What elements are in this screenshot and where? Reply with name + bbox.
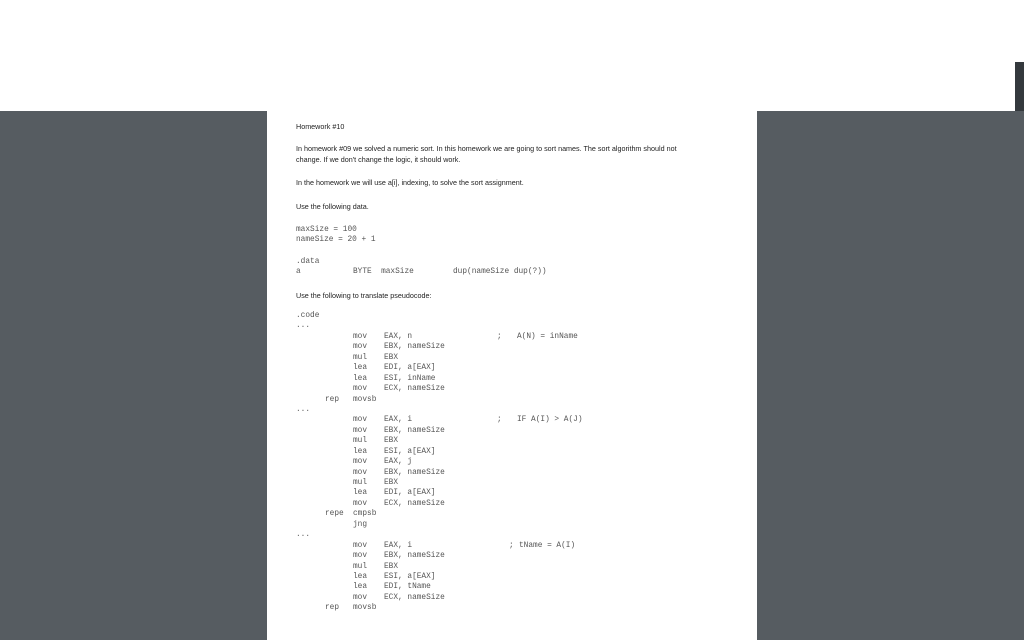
code-op: mov bbox=[353, 458, 368, 467]
code-args: ECX, nameSize bbox=[384, 499, 445, 508]
data-directive: .data bbox=[296, 258, 320, 266]
code-line bbox=[267, 582, 757, 592]
code-args: EDI, a[EAX] bbox=[384, 364, 436, 373]
code-line bbox=[267, 457, 757, 467]
code-line bbox=[267, 520, 757, 530]
indexing-paragraph: In the homework we will use a[i], indexing, to solve the sort assignment. bbox=[296, 178, 524, 187]
code-op: lea bbox=[353, 364, 368, 373]
code-op: mov bbox=[353, 385, 368, 394]
code-op: mov bbox=[353, 499, 368, 508]
code-args: EAX, n bbox=[384, 332, 413, 341]
code-args: EBX, nameSize bbox=[384, 343, 445, 352]
data-dup: dup(nameSize dup(?)) bbox=[453, 268, 547, 276]
constant-maxsize: maxSize = 100 bbox=[296, 226, 357, 234]
code-line bbox=[267, 363, 757, 373]
code-op: mul bbox=[353, 562, 368, 571]
document-title: Homework #10 bbox=[296, 122, 345, 131]
code-args: EAX, j bbox=[384, 458, 413, 467]
code-op: lea bbox=[353, 374, 368, 383]
code-cmt: A(N) = inName bbox=[517, 332, 578, 341]
data-instruction: Use the following data. bbox=[296, 202, 369, 211]
code-args: ECX, nameSize bbox=[384, 593, 445, 602]
code-args: EBX bbox=[384, 479, 399, 487]
code-args: EBX bbox=[384, 353, 399, 362]
code-args: ESI, a[EAX] bbox=[384, 572, 436, 581]
code-args: EAX, i bbox=[384, 541, 413, 550]
code-op: cmpsb bbox=[353, 510, 377, 519]
code-line bbox=[267, 436, 757, 446]
code-line bbox=[267, 499, 757, 509]
code-dots: ... bbox=[296, 531, 311, 540]
code-args: EAX, i bbox=[384, 416, 413, 425]
code-line bbox=[267, 468, 757, 478]
code-op: mul bbox=[353, 353, 368, 362]
data-label: a bbox=[296, 268, 301, 276]
code-line bbox=[267, 447, 757, 457]
code-op: lea bbox=[353, 572, 368, 581]
intro-paragraph-line1: In homework #09 we solved a numeric sort. In this homework we are going to sort names. The sort algorithm should not bbox=[296, 144, 677, 153]
code-op: mul bbox=[353, 479, 368, 487]
code-label: rep bbox=[325, 395, 340, 404]
code-dir: .code bbox=[296, 312, 320, 320]
code-op: mov bbox=[353, 552, 368, 561]
code-line bbox=[267, 572, 757, 582]
code-args: EBX bbox=[384, 437, 399, 446]
code-line bbox=[267, 353, 757, 363]
code-line bbox=[267, 603, 757, 613]
code-op: mov bbox=[353, 541, 368, 550]
code-args: ECX, nameSize bbox=[384, 385, 445, 394]
code-semi: ; bbox=[509, 541, 514, 550]
code-args: ESI, inName bbox=[384, 374, 436, 383]
code-op: lea bbox=[353, 489, 368, 498]
code-line bbox=[267, 530, 757, 540]
code-op: mul bbox=[353, 437, 368, 446]
code-line bbox=[267, 321, 757, 331]
code-dots: ... bbox=[296, 405, 311, 414]
code-args: EDI, tName bbox=[384, 583, 431, 592]
code-line bbox=[267, 332, 757, 342]
code-op: mov bbox=[353, 468, 368, 477]
code-op: movsb bbox=[353, 395, 377, 404]
code-line bbox=[267, 478, 757, 488]
constant-namesize: nameSize = 20 + 1 bbox=[296, 236, 376, 244]
code-line bbox=[267, 551, 757, 561]
code-label: repe bbox=[325, 510, 344, 519]
code-cmt: tName = A(I) bbox=[519, 541, 576, 550]
code-semi: ; bbox=[497, 416, 502, 425]
code-listing bbox=[267, 311, 757, 614]
code-line bbox=[267, 426, 757, 436]
code-args: EBX, nameSize bbox=[384, 426, 445, 435]
code-line bbox=[267, 488, 757, 498]
document-page bbox=[267, 111, 757, 640]
intro-paragraph-line2: change. If we don't change the logic, it should work. bbox=[296, 155, 461, 164]
code-args: EBX, nameSize bbox=[384, 468, 445, 477]
data-type: BYTE maxSize bbox=[353, 268, 414, 276]
code-line bbox=[267, 374, 757, 384]
code-line bbox=[267, 342, 757, 352]
code-line bbox=[267, 562, 757, 572]
code-op: mov bbox=[353, 593, 368, 602]
code-line bbox=[267, 541, 757, 551]
code-op: lea bbox=[353, 583, 368, 592]
code-op: mov bbox=[353, 426, 368, 435]
code-semi: ; bbox=[497, 332, 502, 341]
code-line bbox=[267, 395, 757, 405]
scrollbar-thumb[interactable] bbox=[1015, 62, 1024, 111]
code-cmt: IF A(I) > A(J) bbox=[517, 416, 583, 425]
code-dots: ... bbox=[296, 322, 311, 331]
code-line bbox=[267, 415, 757, 425]
code-op: lea bbox=[353, 447, 368, 456]
code-op: mov bbox=[353, 343, 368, 352]
code-op: jng bbox=[353, 520, 368, 529]
pseudocode-instruction: Use the following to translate pseudocode: bbox=[296, 291, 432, 300]
code-args: EBX, nameSize bbox=[384, 552, 445, 561]
code-args: EDI, a[EAX] bbox=[384, 489, 436, 498]
code-line bbox=[267, 509, 757, 519]
code-line bbox=[267, 384, 757, 394]
code-label: rep bbox=[325, 604, 340, 613]
code-op: movsb bbox=[353, 604, 377, 613]
code-op: mov bbox=[353, 332, 368, 341]
code-line bbox=[267, 593, 757, 603]
code-op: mov bbox=[353, 416, 368, 425]
code-args: ESI, a[EAX] bbox=[384, 447, 436, 456]
code-args: EBX bbox=[384, 562, 399, 571]
code-line bbox=[267, 311, 757, 321]
code-line bbox=[267, 405, 757, 415]
